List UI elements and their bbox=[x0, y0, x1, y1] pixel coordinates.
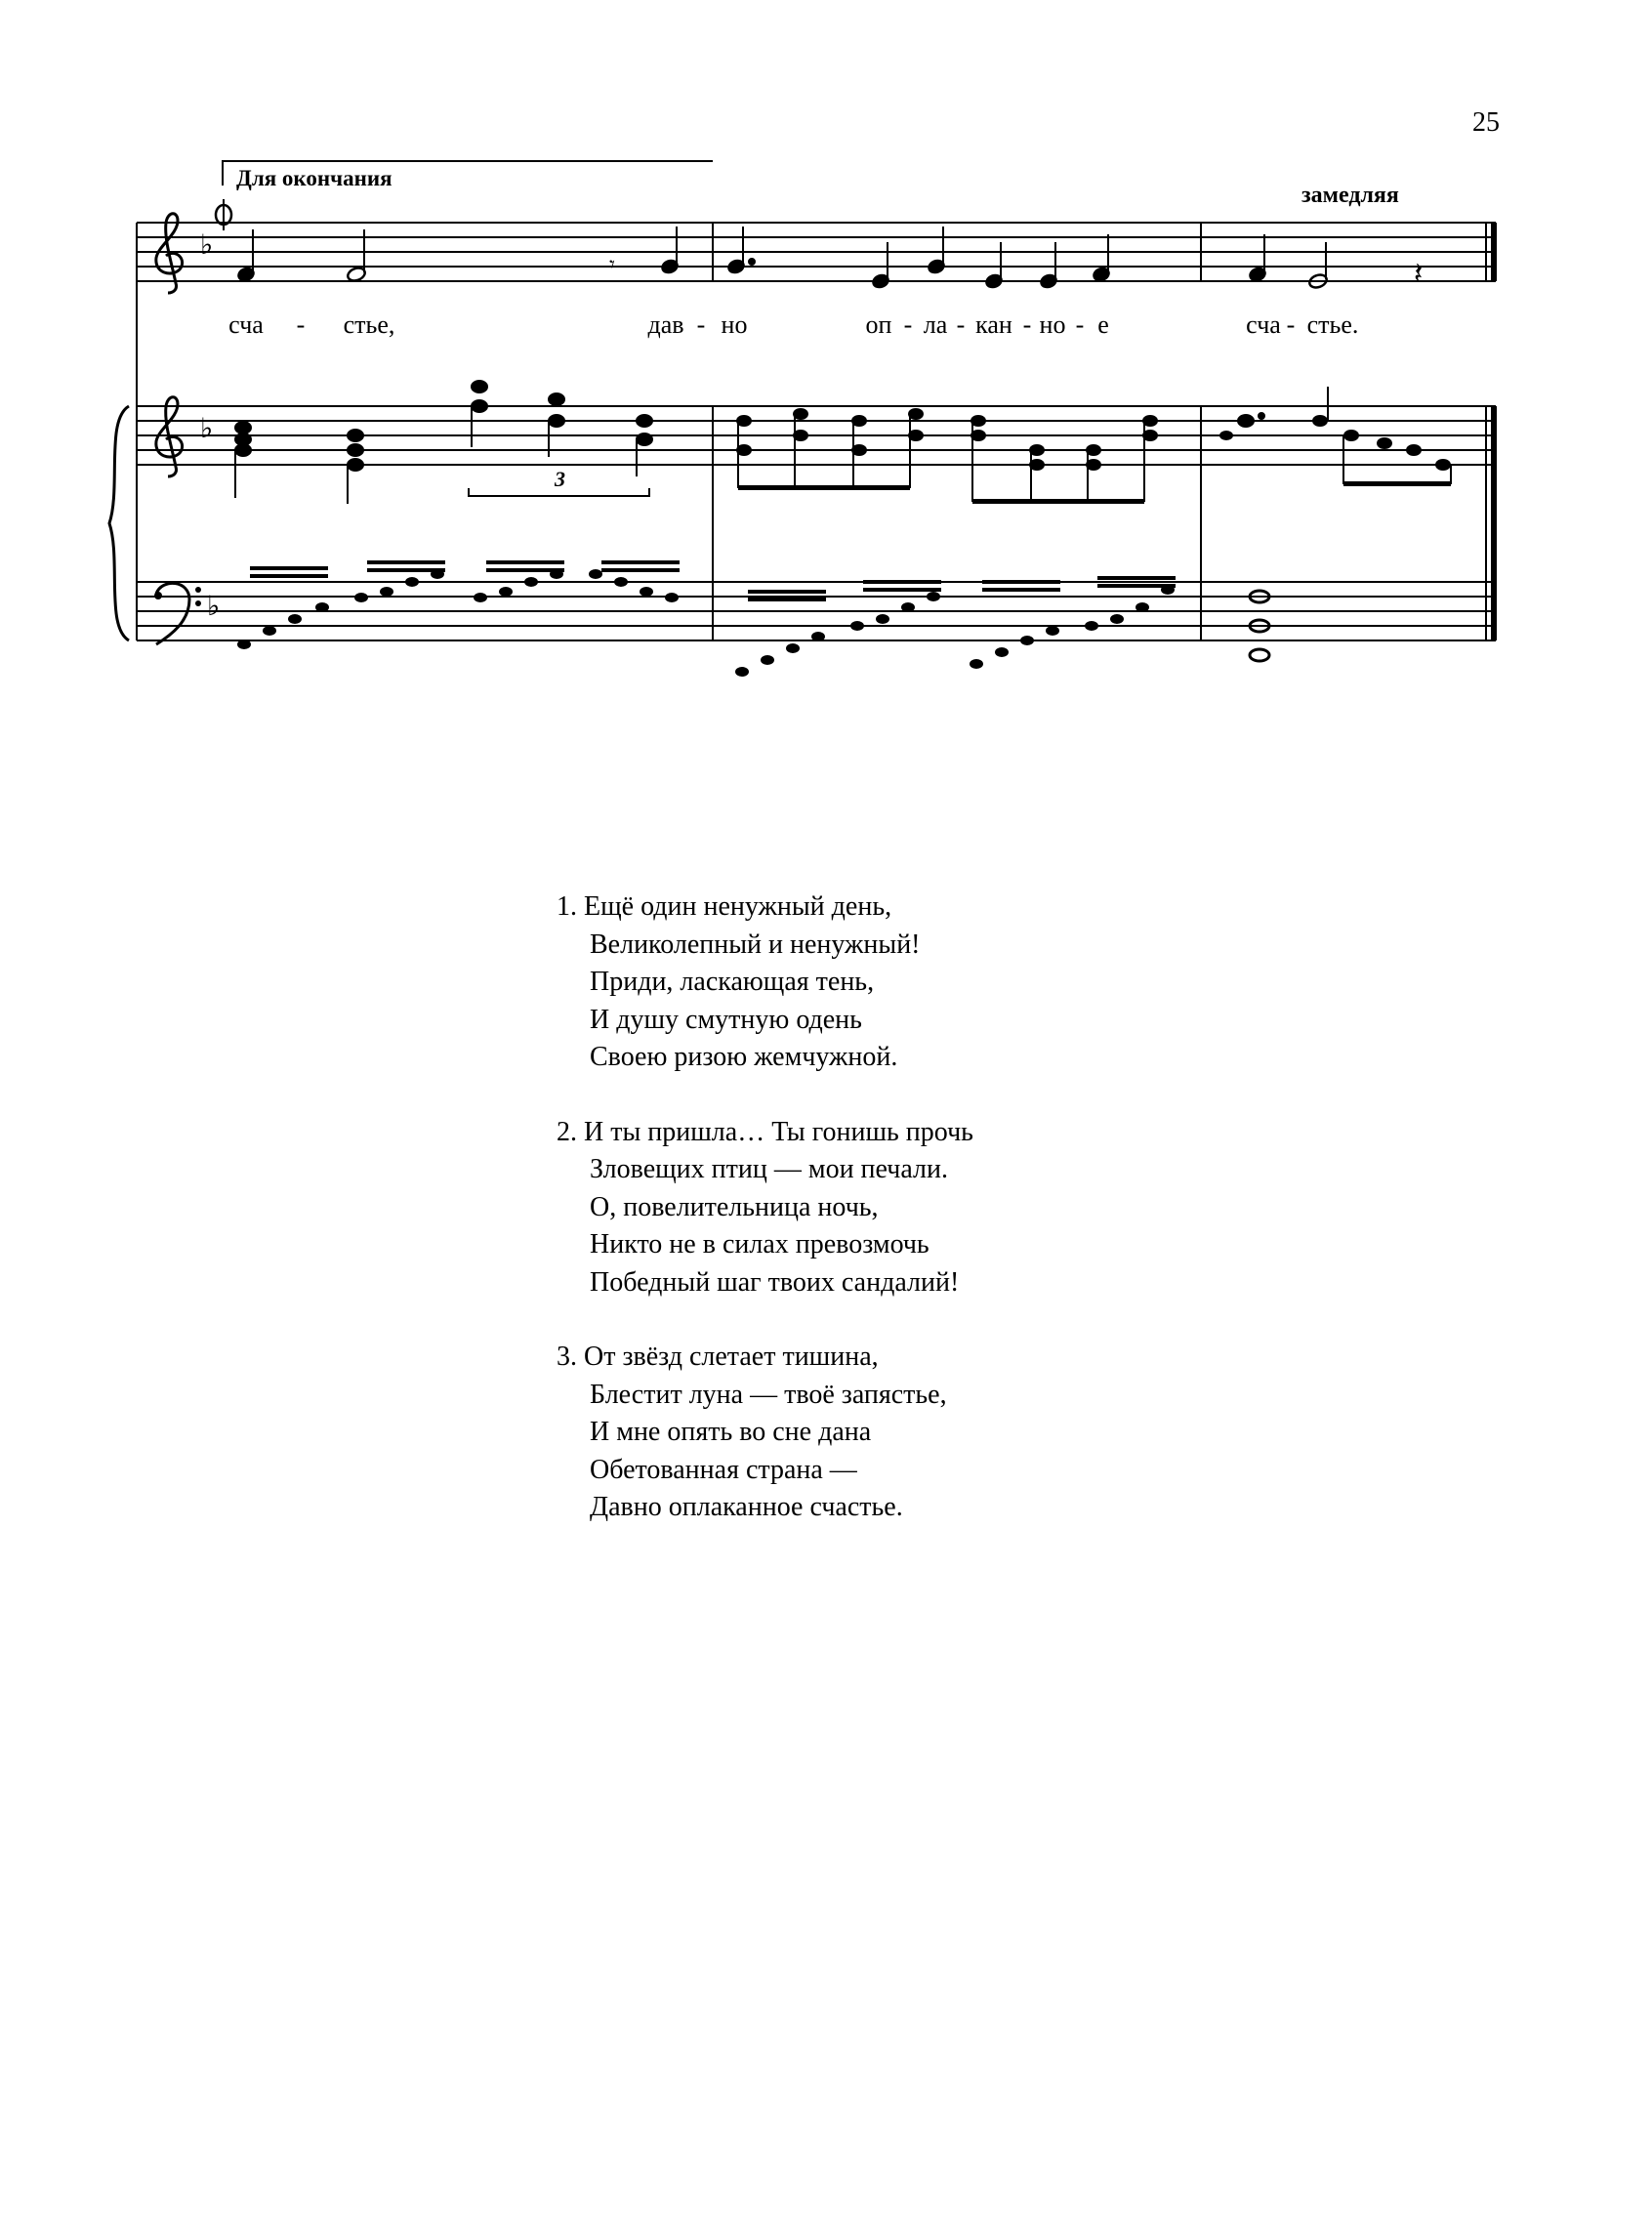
lyric-syllable: е bbox=[1097, 310, 1109, 339]
quarter-rest-icon: 𝄽 bbox=[1414, 257, 1424, 291]
stanza-number: 3. bbox=[557, 1342, 577, 1372]
lyric-syllable: стье. bbox=[1306, 310, 1359, 339]
verse-line: И мне опять во сне дана bbox=[590, 1417, 872, 1447]
volta-label: Для окончания bbox=[236, 166, 392, 190]
stanza-number: 1. bbox=[557, 891, 577, 922]
tuplet-number: 3 bbox=[555, 467, 565, 491]
lyric-syllable: кан bbox=[975, 310, 1012, 339]
bass-clef-icon bbox=[156, 583, 189, 644]
verse-line: Зловещих птиц — мои печали. bbox=[590, 1154, 948, 1184]
lyric-syllable: дав bbox=[647, 310, 684, 339]
stanza bbox=[557, 888, 973, 1077]
lyric-hyphen: - bbox=[956, 310, 966, 339]
stanza bbox=[557, 1114, 973, 1302]
lyric-syllable: но bbox=[721, 310, 748, 339]
tuplet-bracket bbox=[469, 488, 649, 496]
lyric-hyphen: - bbox=[903, 310, 913, 339]
piano-bass-notes bbox=[238, 560, 1269, 676]
voice-staff bbox=[137, 223, 1496, 281]
verse-line: Давно оплаканное счастье. bbox=[590, 1492, 903, 1522]
verse-line: Своею ризою жемчужной. bbox=[590, 1042, 898, 1072]
verse-line: Победный шаг твоих сандалий! bbox=[590, 1266, 960, 1298]
verses bbox=[557, 888, 973, 1564]
piano-treble-staff bbox=[137, 406, 1496, 465]
stanza-number: 2. bbox=[557, 1116, 577, 1147]
verse-line: О, повелительница ночь, bbox=[590, 1191, 879, 1222]
coda-icon bbox=[216, 199, 231, 230]
lyric-hyphen: - bbox=[696, 310, 706, 339]
verse-line: Обетованная страна — bbox=[590, 1454, 857, 1485]
piano-treble-chords bbox=[235, 381, 1451, 504]
lyric-syllable: но bbox=[1039, 310, 1066, 339]
lyric-syllable: сча bbox=[228, 310, 264, 339]
page-number: 25 bbox=[1472, 107, 1500, 138]
lyric-hyphen: - bbox=[1075, 310, 1085, 339]
lyric-syllable: стье, bbox=[343, 310, 395, 339]
music-score bbox=[0, 0, 1652, 742]
lyric-syllable: оп bbox=[865, 310, 892, 339]
lyric-hyphen: - bbox=[1286, 310, 1296, 339]
tempo-mark: замедляя bbox=[1301, 183, 1399, 208]
lyric-hyphen: - bbox=[296, 310, 306, 339]
verse-line: Великолепный и ненужный! bbox=[590, 929, 921, 960]
eighth-rest-icon: 𝄾 bbox=[609, 253, 615, 277]
flat-icon: ♭ bbox=[200, 228, 214, 261]
flat-icon: ♭ bbox=[207, 590, 221, 622]
verse-line: Никто не в силах превозмочь bbox=[590, 1229, 929, 1260]
verse-line: И ты пришла… Ты гонишь прочь bbox=[584, 1116, 973, 1147]
verse-line: Приди, ласкающая тень, bbox=[590, 967, 875, 997]
verse-line: Блестит луна — твоё запястье, bbox=[590, 1379, 947, 1410]
lyric-syllable: сча bbox=[1246, 310, 1281, 339]
piano-brace bbox=[109, 406, 129, 640]
verse-line: И душу смутную одень bbox=[590, 1004, 862, 1035]
lyric-hyphen: - bbox=[1022, 310, 1032, 339]
lyric-syllable: ла bbox=[923, 310, 948, 339]
volta-bracket bbox=[223, 161, 713, 186]
verse-line: От звёзд слетает тишина, bbox=[584, 1342, 879, 1372]
flat-icon: ♭ bbox=[200, 412, 214, 444]
stanza bbox=[557, 1339, 973, 1527]
verse-line: Ещё один ненужный день, bbox=[584, 891, 892, 922]
